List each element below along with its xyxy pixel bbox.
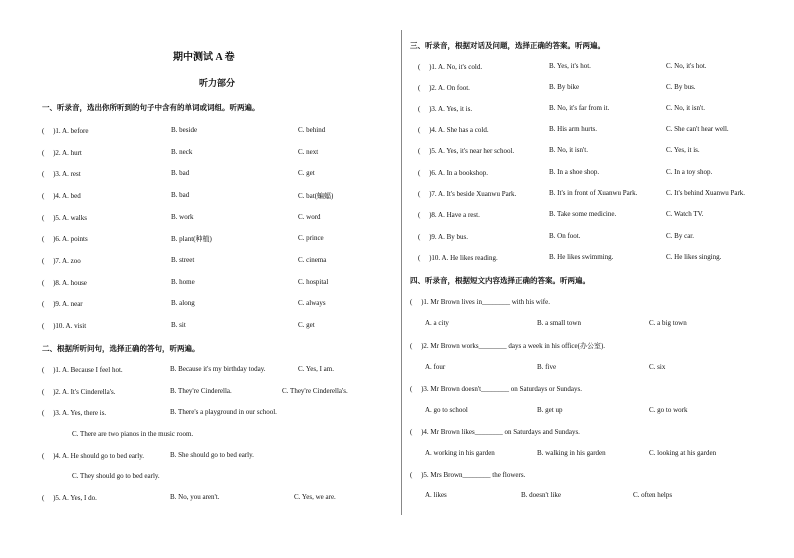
s4-q2-c: C. six [649, 363, 666, 371]
s3-q1-b: B. Yes, it's hot. [549, 62, 591, 70]
s1-q4-a: ( )4. A. bed [42, 192, 81, 200]
s3-q10-b: B. He likes swimming. [549, 253, 614, 261]
s1-q10-b: B. sit [171, 321, 186, 329]
s1-q2-c: C. next [298, 148, 319, 156]
s1-q6-b: B. plant(种植) [171, 235, 212, 243]
s1-q10-c: C. get [298, 321, 315, 329]
s4-q1-c: C. a big town [649, 319, 687, 327]
s4-q5-a: A. likes [425, 491, 447, 499]
s1-q9-c: C. always [298, 299, 326, 307]
s4-q4-b: B. walking in his garden [537, 449, 606, 457]
s4-q1-question: ( )1. Mr Brown lives in________ with his wife. [410, 298, 550, 306]
s3-q10-c: C. He likes singing. [666, 253, 722, 261]
s2-q1-a: ( )1. A. Because I feel hot. [42, 366, 123, 374]
s3-q7-a: ( )7. A. It's beside Xuanwu Park. [418, 190, 517, 198]
s2-q1-b: B. Because it's my birthday today. [170, 365, 266, 373]
s3-q10-a: ( )10. A. He likes reading. [418, 254, 498, 262]
s4-q4-c: C. looking at his garden [649, 449, 717, 457]
section-2-heading: 二、根据所听问句，选择正确的答句，听两遍。 [42, 344, 200, 353]
column-divider [401, 30, 402, 515]
s1-q8-c: C. hospital [298, 278, 329, 286]
s1-q7-b: B. street [171, 256, 195, 264]
s1-q7-a: ( )7. A. zoo [42, 257, 81, 265]
s3-q8-b: B. Take some medicine. [549, 210, 617, 218]
s4-q3-a: A. go to school [425, 406, 468, 414]
s4-q5-b: B. doesn't like [521, 491, 561, 499]
s1-q8-b: B. home [171, 278, 195, 286]
s1-q6-a: ( )6. A. points [42, 235, 88, 243]
s2-q4-a: ( )4. A. He should go to bed early. [42, 452, 144, 460]
s1-q9-b: B. along [171, 299, 195, 307]
s4-q5-c: C. often helps [633, 491, 673, 499]
s4-q4-question: ( )4. Mr Brown likes________ on Saturdays and Sundays. [410, 428, 580, 436]
s2-q5-a: ( )5. A. Yes, I do. [42, 494, 97, 502]
s1-q4-c: C. bat(蝙蝠) [298, 192, 334, 200]
s3-q3-c: C. No, it isn't. [666, 104, 705, 112]
s3-q5-c: C. Yes, it is. [666, 146, 700, 154]
s4-q2-b: B. five [537, 363, 557, 371]
s1-q1-c: C. behind [298, 126, 326, 134]
s3-q1-c: C. No, it's hot. [666, 62, 707, 70]
s1-q4-b: B. bad [171, 191, 190, 199]
s3-q8-a: ( )8. A. Have a rest. [418, 211, 480, 219]
s4-q5-question: ( )5. Mrs Brown________ the flowers. [410, 471, 526, 479]
s3-q7-c: C. It's behind Xuanwu Park. [666, 189, 746, 197]
page-title: 期中测试 A 卷 [173, 52, 235, 63]
s2-q3-c: C. There are two pianos in the music room. [72, 430, 194, 438]
s1-q5-b: B. work [171, 213, 194, 221]
s2-q3-b: B. There's a playground in our school. [170, 408, 277, 416]
s1-q2-b: B. neck [171, 148, 193, 156]
s2-q5-b: B. No, you aren't. [170, 493, 220, 501]
s3-q6-a: ( )6. A. In a bookshop. [418, 169, 488, 177]
s2-q2-a: ( )2. A. It's Cinderella's. [42, 388, 116, 396]
s3-q3-b: B. No, it's far from it. [549, 104, 610, 112]
s1-q6-c: C. prince [298, 234, 324, 242]
s2-q5-c: C. Yes, we are. [294, 493, 336, 501]
s1-q1-a: ( )1. A. before [42, 127, 89, 135]
s4-q1-b: B. a small town [537, 319, 581, 327]
s2-q4-c: C. They should go to bed early. [72, 472, 160, 480]
s1-q8-a: ( )8. A. house [42, 279, 87, 287]
s1-q9-a: ( )9. A. near [42, 300, 83, 308]
s1-q3-a: ( )3. A. rest [42, 170, 81, 178]
s2-q3-a: ( )3. A. Yes, there is. [42, 409, 107, 417]
s3-q9-a: ( )9. A. By bus. [418, 233, 468, 241]
s1-q2-a: ( )2. A. hurt [42, 149, 82, 157]
s3-q6-b: B. In a shoe shop. [549, 168, 600, 176]
s3-q4-b: B. His arm hurts. [549, 125, 598, 133]
s4-q3-c: C. go to work [649, 406, 688, 414]
section-4-heading: 四、听录音，根据短文内容选择正确的答案。听两遍。 [410, 276, 590, 285]
s2-q2-b: B. They're Cinderella. [170, 387, 232, 395]
s4-q1-a: A. a city [425, 319, 449, 327]
s1-q1-b: B. beside [171, 126, 198, 134]
s3-q9-b: B. On foot. [549, 232, 581, 240]
s3-q5-b: B. No, it isn't. [549, 146, 588, 154]
s1-q5-a: ( )5. A. walks [42, 214, 87, 222]
page-subtitle: 听力部分 [199, 78, 236, 88]
s4-q3-b: B. get up [537, 406, 563, 414]
s2-q1-c: C. Yes, I am. [298, 365, 334, 373]
s3-q2-a: ( )2. A. On foot. [418, 84, 470, 92]
s3-q3-a: ( )3. A. Yes, it is. [418, 105, 473, 113]
s3-q1-a: ( )1. A. No, it's cold. [418, 63, 483, 71]
s3-q4-a: ( )4. A. She has a cold. [418, 126, 489, 134]
s3-q2-b: B. By bike [549, 83, 580, 91]
s3-q9-c: C. By car. [666, 232, 694, 240]
s1-q7-c: C. cinema [298, 256, 327, 264]
s4-q2-question: ( )2. Mr Brown works________ days a week in his office(办公室). [410, 342, 606, 350]
s1-q5-c: C. word [298, 213, 321, 221]
section-1-heading: 一、听录音，选出你所听到的句子中含有的单词或词组。听两遍。 [42, 103, 260, 112]
s3-q8-c: C. Watch TV. [666, 210, 704, 218]
s4-q3-question: ( )3. Mr Brown doesn't________ on Saturdays or Sundays. [410, 385, 582, 393]
s3-q6-c: C. In a toy shop. [666, 168, 713, 176]
s1-q3-b: B. bad [171, 169, 190, 177]
s3-q4-c: C. She can't hear well. [666, 125, 729, 133]
s3-q7-b: B. It's in front of Xuanwu Park. [549, 189, 638, 197]
s2-q2-c: C. They're Cinderella's. [282, 387, 348, 395]
s1-q10-a: ( )10. A. visit [42, 322, 87, 330]
s4-q4-a: A. working in his garden [425, 449, 495, 457]
s3-q5-a: ( )5. A. Yes, it's near her school. [418, 147, 515, 155]
s1-q3-c: C. get [298, 169, 315, 177]
s3-q2-c: C. By bus. [666, 83, 696, 91]
s4-q2-a: A. four [425, 363, 446, 371]
section-3-heading: 三、听录音，根据对话及问题，选择正确的答案。听两遍。 [410, 41, 605, 50]
s2-q4-b: B. She should go to bed early. [170, 451, 254, 459]
